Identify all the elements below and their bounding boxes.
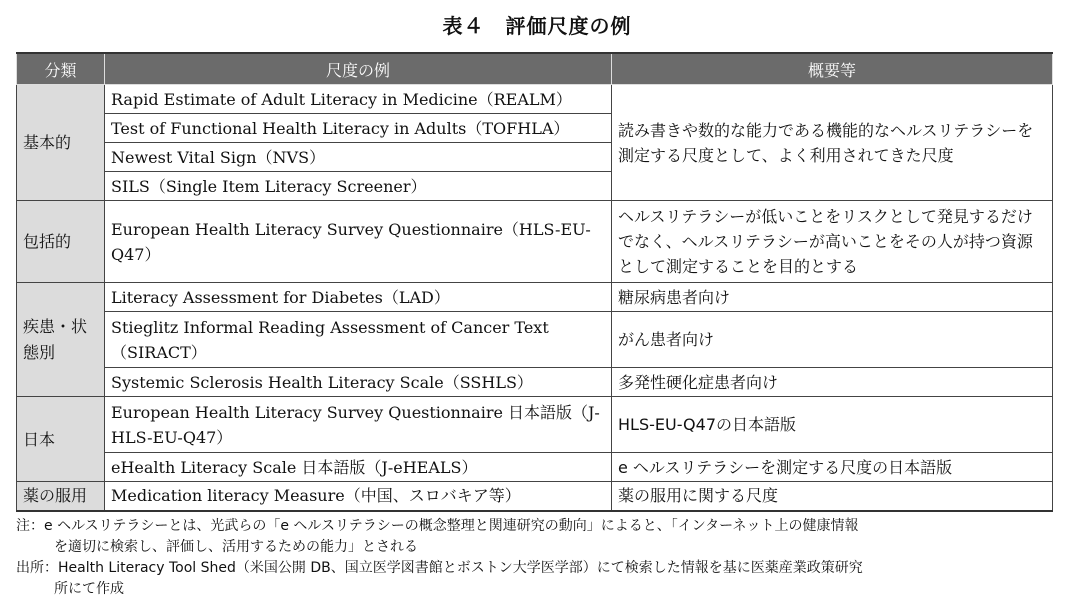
overview-cell: ヘルスリテラシーが低いことをリスクとして発見するだけでなく、ヘルスリテラシーが高いことをその人が持つ資源として測定することを目的とする <box>612 201 1053 283</box>
category-cell: 包括的 <box>17 201 105 283</box>
scale-cell: Newest Vital Sign（NVS） <box>105 143 612 172</box>
table-row <box>17 201 1053 283</box>
table-row <box>17 283 1053 312</box>
overview-cell: e ヘルスリテラシーを測定する尺度の日本語版 <box>612 453 1053 482</box>
scale-cell: European Health Literacy Survey Questionnaire 日本語版（J-HLS-EU-Q47） <box>105 397 612 453</box>
overview-cell: 薬の服用に関する尺度 <box>612 482 1053 511</box>
overview-cell: がん患者向け <box>612 312 1053 368</box>
scale-cell: Literacy Assessment for Diabetes（LAD） <box>105 283 612 312</box>
table-row <box>17 397 1053 453</box>
overview-cell: HLS-EU-Q47の日本語版 <box>612 397 1053 453</box>
scale-cell: Systemic Sclerosis Health Literacy Scale（SSHLS） <box>105 368 612 397</box>
overview-cell: 多発性硬化症患者向け <box>612 368 1053 397</box>
overview-cell: 糖尿病患者向け <box>612 283 1053 312</box>
table-row <box>17 368 1053 397</box>
overview-cell: 読み書きや数的な能力である機能的なヘルスリテラシーを測定する尺度として、よく利用されてきた尺度 <box>612 85 1053 201</box>
source-line: 所にて作成 <box>54 581 124 597</box>
scale-cell: European Health Literacy Survey Questionnaire（HLS-EU-Q47） <box>105 201 612 283</box>
table-row <box>17 312 1053 368</box>
header-scale: 尺度の例 <box>105 53 612 85</box>
source-line: 出所：Health Literacy Tool Shed（米国公開 DB、国立医学図書館とボストン大学医学部）にて検索した情報を基に医薬産業政策研究 <box>16 560 863 576</box>
table-row <box>17 453 1053 482</box>
scale-cell: Rapid Estimate of Adult Literacy in Medicine（REALM） <box>105 85 612 114</box>
footnotes <box>16 516 1056 600</box>
category-cell: 疾患・状態別 <box>17 283 105 397</box>
scale-cell: Test of Functional Health Literacy in Adults（TOFHLA） <box>105 114 612 143</box>
header-category: 分類 <box>17 53 105 85</box>
evaluation-scale-table <box>16 52 1053 512</box>
category-cell: 日本 <box>17 397 105 482</box>
table-row <box>17 482 1053 511</box>
table-title: 表４ 評価尺度の例 <box>442 14 632 38</box>
category-cell: 基本的 <box>17 85 105 201</box>
scale-cell: Medication literacy Measure（中国、スロバキア等） <box>105 482 612 511</box>
table-row <box>17 85 1053 114</box>
note-line: を適切に検索し、評価し、活用するための能力」とされる <box>54 539 418 555</box>
scale-cell: Stieglitz Informal Reading Assessment of Cancer Text（SIRACT） <box>105 312 612 368</box>
scale-cell: SILS（Single Item Literacy Screener） <box>105 172 612 201</box>
scale-cell: eHealth Literacy Scale 日本語版（J-eHEALS） <box>105 453 612 482</box>
header-row <box>17 53 1053 85</box>
header-overview: 概要等 <box>612 53 1053 85</box>
note-line: 注：e ヘルスリテラシーとは、光武らの「e ヘルスリテラシーの概念整理と関連研究の動向」によると、「インターネット上の健康情報 <box>16 518 859 534</box>
category-cell: 薬の服用 <box>17 482 105 511</box>
